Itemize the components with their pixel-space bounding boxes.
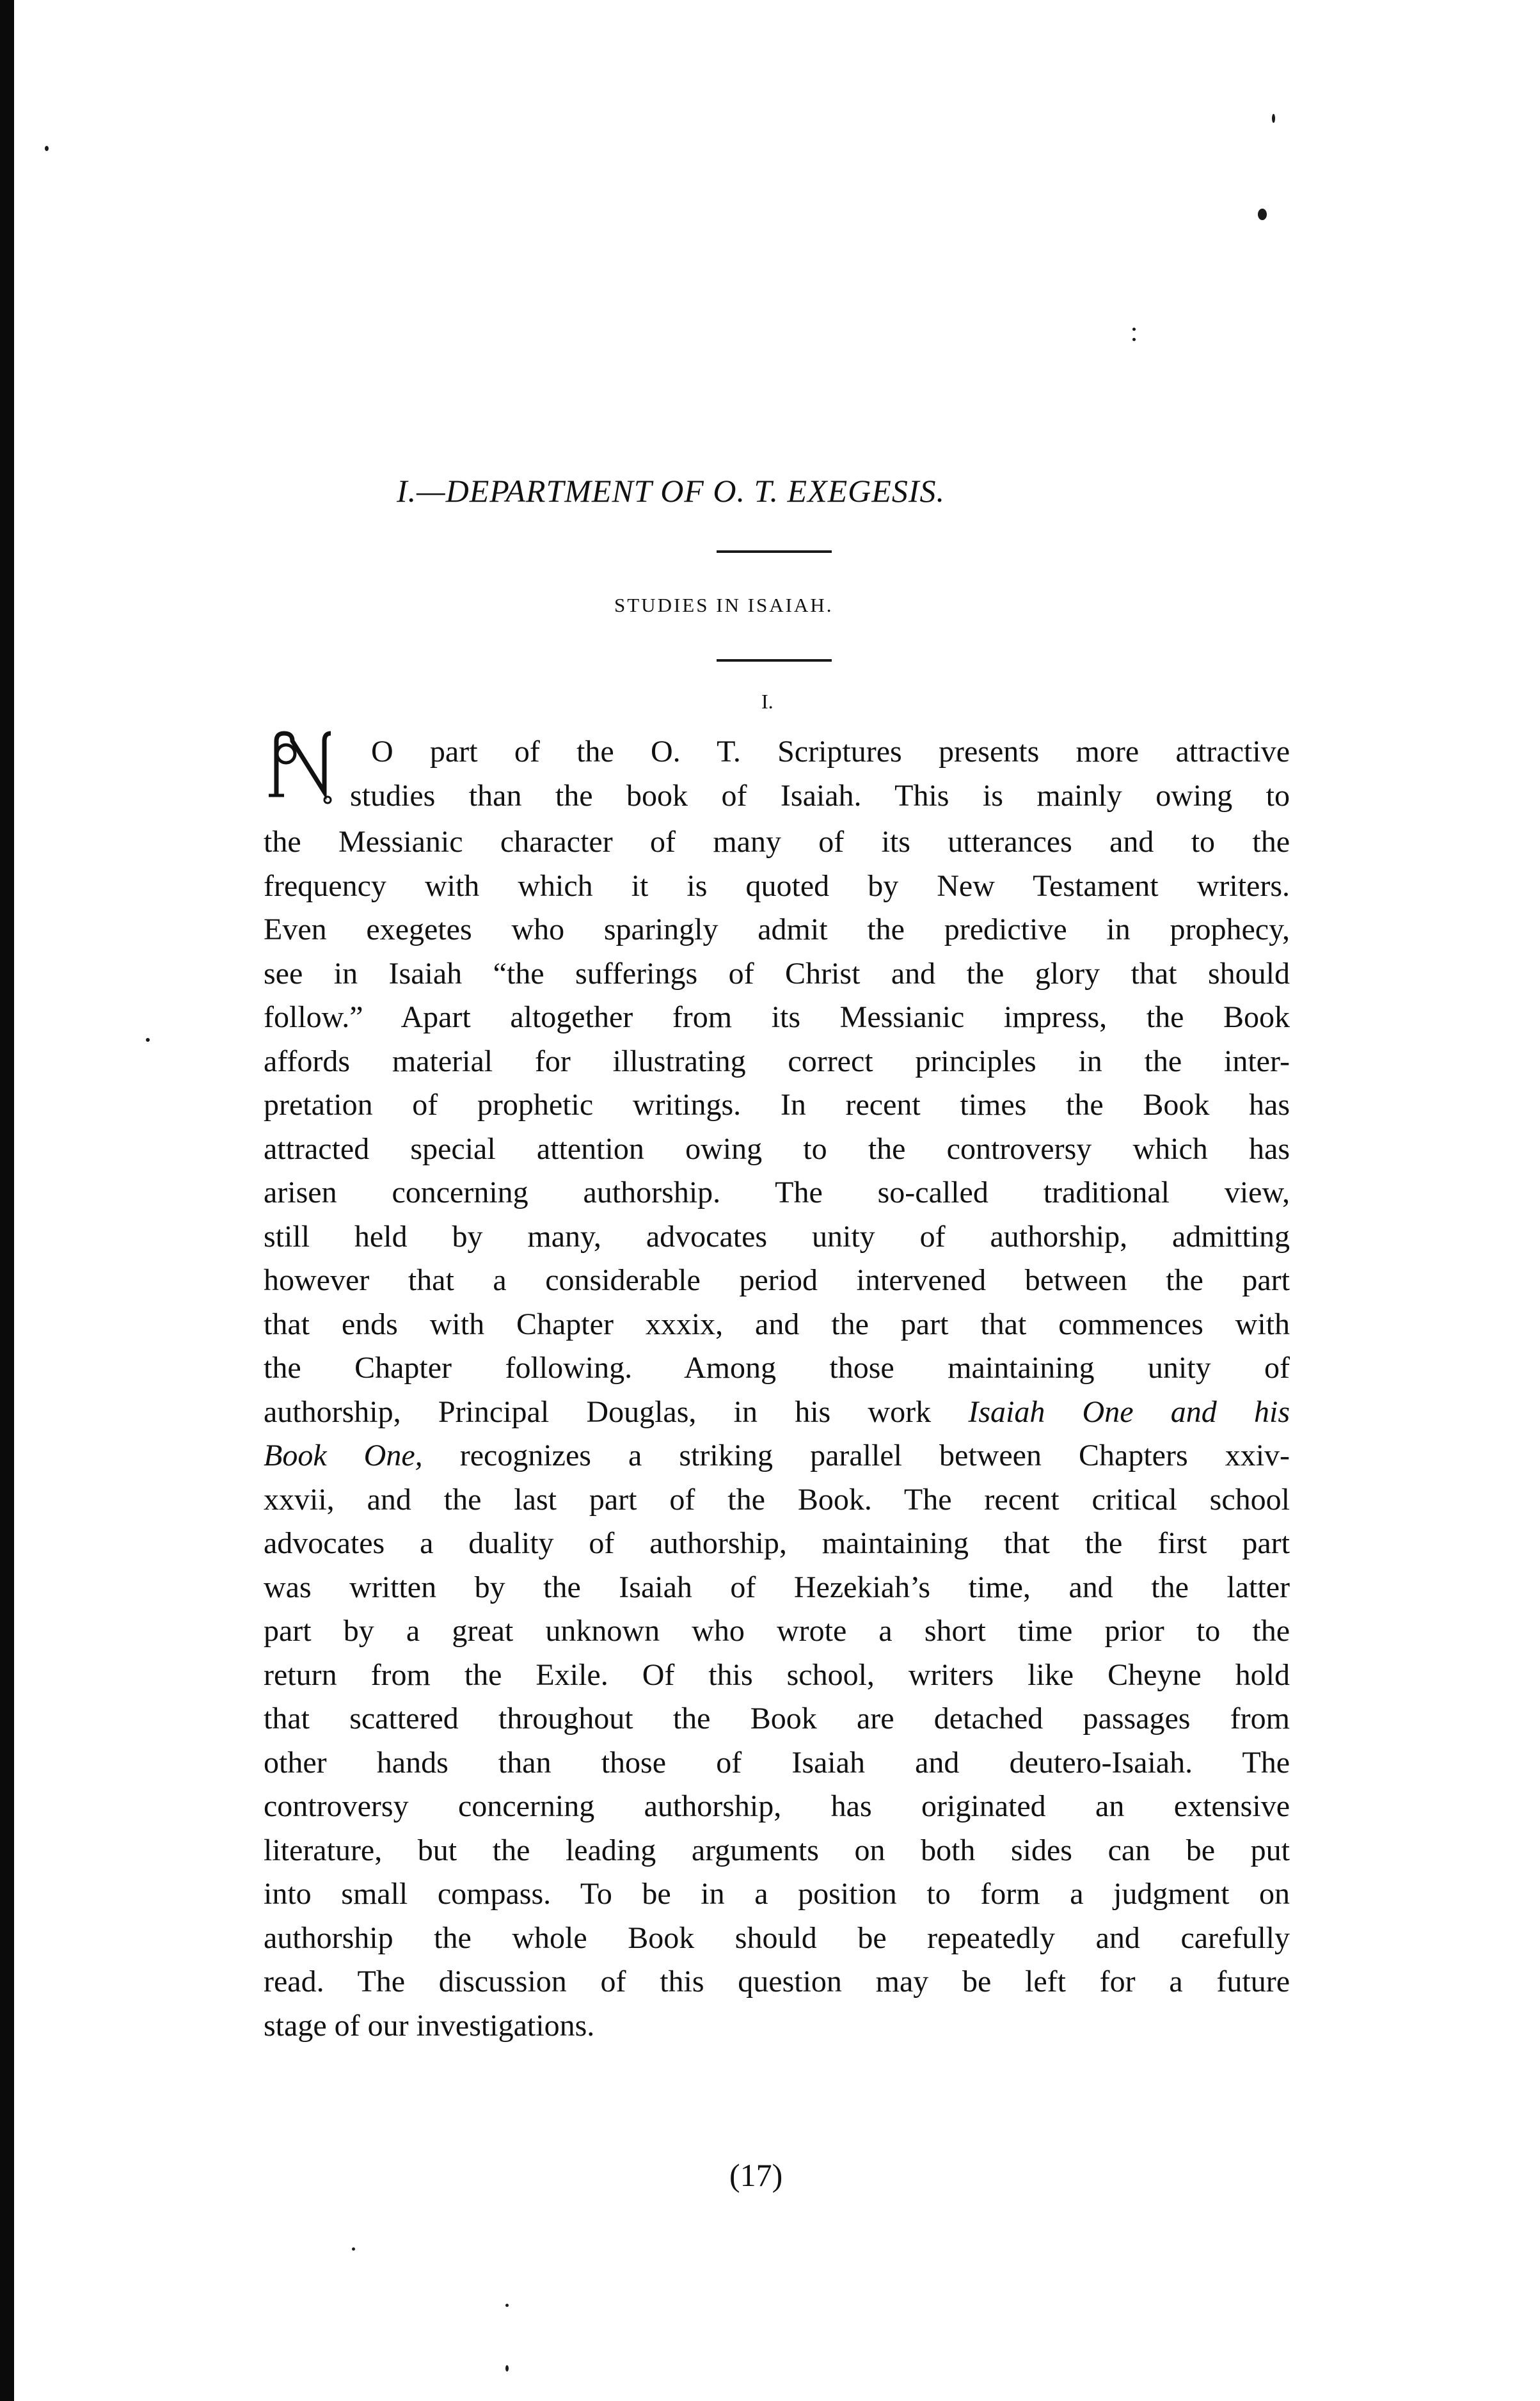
text-line: affords material for illustrating correct principles in the inter-	[264, 1044, 1290, 1078]
text-line: attracted special attention owing to the controversy which has	[264, 1131, 1290, 1166]
department-heading: I.—DEPARTMENT OF O. T. EXEGESIS.	[397, 473, 945, 509]
drop-cap-ornament	[264, 728, 340, 805]
text-line: xxvii, and the last part of the Book. The recent critical school	[264, 1482, 1290, 1517]
scan-speck	[505, 2304, 509, 2307]
text-line: return from the Exile. Of this school, writers like Cheyne hold	[264, 1657, 1290, 1692]
text-line-with-title	[264, 1391, 1290, 1435]
scan-speck	[352, 2247, 355, 2251]
text-line: other hands than those of Isaiah and deutero-Isaiah. The	[264, 1745, 1290, 1780]
text-line: pretation of prophetic writings. In recent times the Book has	[264, 1088, 1290, 1122]
first-text-line: O part of the O. T. Scriptures presents more attractive	[371, 735, 1290, 769]
page-number: (17)	[729, 2157, 783, 2193]
text-segment: recognizes a striking parallel between Chapters xxiv-	[459, 1439, 1290, 1472]
text-line: authorship the whole Book should be repeatedly and carefully	[264, 1920, 1290, 1955]
text-line: still held by many, advocates unity of authorship, admitting	[264, 1219, 1290, 1254]
heading-rule	[717, 550, 832, 553]
text-line: follow.” Apart altogether from its Messianic impress, the Book	[264, 1000, 1290, 1034]
scan-speck	[146, 1038, 150, 1042]
text-line: see in Isaiah “the sufferings of Christ and the glory that should	[264, 956, 1290, 991]
section-number: I.	[761, 690, 774, 713]
text-line: Even exegetes who sparingly admit the predictive in prophecy,	[264, 913, 1290, 946]
second-text-line: studies than the book of Isaiah. This is mainly owing to	[350, 779, 1290, 813]
text-line: frequency with which it is quoted by New Testament writers.	[264, 868, 1290, 903]
text-line: arisen concerning authorship. The so-called traditional view,	[264, 1176, 1290, 1209]
scan-speck	[1258, 209, 1267, 220]
scan-speck	[1132, 338, 1136, 341]
text-segment: authorship, Principal Douglas, in his work	[264, 1394, 932, 1429]
scan-edge-bar	[0, 0, 14, 2401]
text-line: controversy concerning authorship, has originated an extensive	[264, 1789, 1290, 1823]
subtitle-rule	[717, 659, 832, 662]
text-line: that ends with Chapter xxxix, and the part that commences with	[264, 1307, 1290, 1341]
scan-speck	[505, 2365, 509, 2372]
text-line: part by a great unknown who wrote a short time prior to the	[264, 1614, 1290, 1648]
scan-speck	[45, 146, 49, 151]
text-line: the Chapter following. Among those maintaining unity of	[264, 1351, 1290, 1385]
text-line: that scattered throughout the Book are detached passages from	[264, 1702, 1290, 1735]
text-line: however that a considerable period intervened between the part	[264, 1263, 1290, 1297]
scan-speck	[1272, 114, 1275, 123]
text-line: the Messianic character of many of its utterances and to the	[264, 825, 1290, 859]
drop-cap-n-icon	[264, 728, 340, 805]
text-line: was written by the Isaiah of Hezekiah’s time, and the latter	[264, 1570, 1290, 1604]
work-title: Isaiah One and his	[968, 1394, 1290, 1429]
text-line: literature, but the leading arguments on both sides can be put	[264, 1833, 1290, 1867]
text-line-with-title	[264, 1434, 1290, 1478]
text-line: stage of our investigations.	[264, 2008, 595, 2043]
scan-speck	[1132, 328, 1136, 331]
text-line: read. The discussion of this question may be left for a future	[264, 1965, 1290, 1998]
text-line: advocates a duality of authorship, maintaining that the first part	[264, 1526, 1290, 1560]
text-line: into small compass. To be in a position to form a judgment on	[264, 1877, 1290, 1911]
article-body	[264, 820, 1290, 2048]
article-subtitle: STUDIES IN ISAIAH.	[614, 594, 834, 616]
work-title: Book One,	[264, 1439, 423, 1472]
